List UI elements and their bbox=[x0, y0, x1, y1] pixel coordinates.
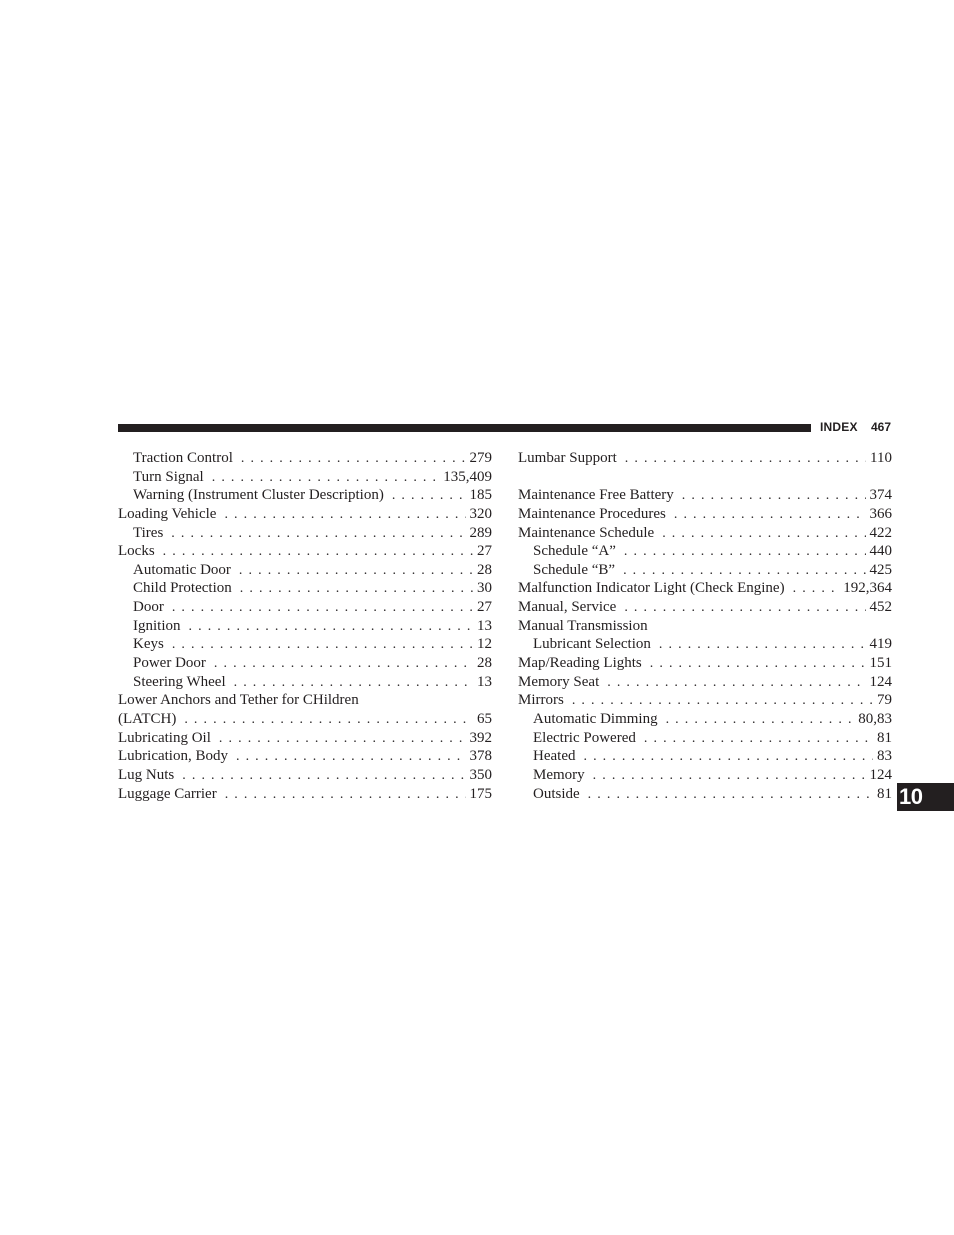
index-term: Power Door bbox=[133, 655, 206, 672]
index-entry bbox=[118, 579, 492, 598]
dot-leader bbox=[172, 599, 473, 617]
dot-leader bbox=[674, 506, 866, 524]
dot-leader bbox=[583, 748, 873, 766]
index-page-ref: 124 bbox=[869, 766, 892, 783]
dot-leader bbox=[659, 636, 866, 654]
dot-leader bbox=[623, 562, 865, 580]
index-column-right bbox=[518, 449, 892, 803]
dot-leader bbox=[593, 767, 866, 785]
index-page-ref: 124 bbox=[869, 673, 892, 690]
index-entry bbox=[518, 785, 892, 804]
index-page-ref: 28 bbox=[477, 655, 492, 672]
index-term: Maintenance Schedule bbox=[518, 524, 655, 541]
header-label: INDEX bbox=[820, 420, 858, 434]
index-term: Ignition bbox=[133, 617, 181, 634]
index-page-ref: 422 bbox=[869, 524, 892, 541]
index-page-ref: 175 bbox=[469, 785, 492, 802]
index-term: Luggage Carrier bbox=[118, 785, 217, 802]
index-page-ref: 350 bbox=[469, 766, 492, 783]
index-entry bbox=[518, 505, 892, 524]
index-entry bbox=[118, 785, 492, 804]
index-term: Manual Transmission bbox=[518, 617, 648, 634]
index-page-ref: 185 bbox=[469, 487, 492, 504]
index-term: Loading Vehicle bbox=[118, 505, 217, 522]
index-page-ref: 378 bbox=[469, 748, 492, 765]
index-term: Door bbox=[133, 599, 164, 616]
index-term: Turn Signal bbox=[133, 468, 204, 485]
dot-leader bbox=[240, 580, 473, 598]
index-page-ref: 81 bbox=[877, 785, 892, 802]
dot-leader bbox=[793, 580, 840, 598]
index-page-ref: 192,364 bbox=[843, 580, 892, 597]
index-entry bbox=[118, 486, 492, 505]
dot-leader bbox=[172, 636, 473, 654]
dot-leader bbox=[572, 692, 873, 710]
index-term: Maintenance Procedures bbox=[518, 505, 666, 522]
index-page-ref: 27 bbox=[477, 599, 492, 616]
index-term: Schedule “B” bbox=[533, 561, 616, 578]
section-tab-label: 10 bbox=[899, 784, 923, 809]
dot-leader bbox=[624, 599, 865, 617]
index-entry bbox=[118, 505, 492, 524]
index-entry bbox=[118, 710, 492, 729]
header-rule bbox=[118, 424, 811, 432]
index-term: Manual, Service bbox=[518, 599, 617, 616]
dot-leader bbox=[239, 562, 473, 580]
index-term: (LATCH) bbox=[118, 710, 177, 727]
index-page-ref: 374 bbox=[869, 487, 892, 504]
dot-leader bbox=[212, 469, 440, 487]
index-term: Traction Control bbox=[133, 450, 233, 466]
index-term: Memory Seat bbox=[518, 673, 600, 690]
dot-leader bbox=[650, 655, 866, 673]
index-term: Malfunction Indicator Light (Check Engine) bbox=[518, 580, 785, 597]
index-entry bbox=[518, 486, 892, 505]
dot-leader bbox=[625, 450, 866, 468]
dot-leader bbox=[241, 450, 466, 468]
index-column-left bbox=[118, 449, 492, 803]
index-term: Lubricating Oil bbox=[118, 729, 211, 746]
index-page-ref: 320 bbox=[469, 505, 492, 522]
index-term: Child Protection bbox=[133, 580, 232, 597]
dot-leader bbox=[234, 674, 473, 692]
dot-leader bbox=[682, 487, 866, 505]
dot-leader bbox=[236, 748, 466, 766]
index-entry bbox=[518, 542, 892, 561]
index-entry bbox=[518, 673, 892, 692]
index-term: Lower Anchors and Tether for CHildren bbox=[118, 692, 359, 709]
index-term: Tires bbox=[133, 524, 164, 541]
dot-leader bbox=[214, 655, 473, 673]
dot-leader bbox=[392, 487, 466, 505]
index-page-ref: 83 bbox=[877, 748, 892, 765]
index-entry bbox=[518, 729, 892, 748]
dot-leader bbox=[182, 767, 465, 785]
index-entry bbox=[118, 542, 492, 561]
index-page-ref: 279 bbox=[469, 450, 492, 466]
index-entry bbox=[118, 635, 492, 654]
dot-leader bbox=[171, 525, 465, 543]
index-page-ref: 81 bbox=[877, 729, 892, 746]
dot-leader bbox=[644, 730, 873, 748]
index-entry bbox=[118, 449, 492, 468]
index-page-ref: 419 bbox=[869, 636, 892, 653]
index-entry bbox=[518, 617, 892, 636]
index-term: Warning (Instrument Cluster Description) bbox=[133, 487, 384, 504]
index-entry bbox=[118, 691, 492, 710]
dot-leader bbox=[189, 618, 474, 636]
index-term: Electric Powered bbox=[533, 729, 636, 746]
index-term: Locks bbox=[118, 543, 155, 560]
index-entry bbox=[518, 710, 892, 729]
index-page-ref: 79 bbox=[877, 692, 892, 709]
index-entry bbox=[518, 579, 892, 598]
dot-leader bbox=[224, 506, 465, 524]
index-page-ref: 30 bbox=[477, 580, 492, 597]
index-term: Lubricant Selection bbox=[533, 636, 651, 653]
index-page-ref: 13 bbox=[477, 617, 492, 634]
index-term: Memory bbox=[533, 766, 585, 783]
index-term: Mirrors bbox=[518, 692, 564, 709]
index-term: Map/Reading Lights bbox=[518, 655, 642, 672]
index-term: Automatic Dimming bbox=[533, 710, 658, 727]
index-page-ref: 27 bbox=[477, 543, 492, 560]
index-page-ref: 110 bbox=[870, 450, 892, 466]
index-page-ref: 425 bbox=[869, 561, 892, 578]
section-tab bbox=[897, 783, 954, 811]
dot-leader bbox=[588, 786, 873, 804]
index-term: Schedule “A” bbox=[533, 543, 616, 560]
index-page-ref: 151 bbox=[869, 655, 892, 672]
index-page-ref: 135,409 bbox=[443, 468, 492, 485]
index-entry bbox=[518, 449, 892, 468]
index-entry bbox=[118, 766, 492, 785]
index-entry bbox=[518, 747, 892, 766]
index-term: Steering Wheel bbox=[133, 673, 226, 690]
index-entry bbox=[518, 635, 892, 654]
index-page-ref: 12 bbox=[477, 636, 492, 653]
index-entry bbox=[518, 766, 892, 785]
index-term: Automatic Door bbox=[133, 561, 231, 578]
index-entry bbox=[518, 654, 892, 673]
index-spacer bbox=[518, 468, 892, 487]
dot-leader bbox=[607, 674, 865, 692]
index-page-ref: 80,83 bbox=[858, 710, 892, 727]
index-page-ref: 13 bbox=[477, 673, 492, 690]
index-entry bbox=[518, 691, 892, 710]
index-entry bbox=[118, 729, 492, 748]
page-number: 467 bbox=[871, 420, 892, 434]
dot-leader bbox=[219, 730, 466, 748]
index-term: Lumbar Support bbox=[518, 450, 617, 466]
index-entry bbox=[118, 468, 492, 487]
index-term: Keys bbox=[133, 636, 164, 653]
index-entry bbox=[118, 524, 492, 543]
dot-leader bbox=[225, 786, 466, 804]
index-term: Outside bbox=[533, 785, 580, 802]
dot-leader bbox=[666, 711, 855, 729]
index-entry bbox=[118, 673, 492, 692]
index-page-ref: 440 bbox=[869, 543, 892, 560]
index-page-ref: 65 bbox=[477, 710, 492, 727]
index-entry bbox=[518, 524, 892, 543]
dot-leader bbox=[184, 711, 473, 729]
index-page-ref: 452 bbox=[869, 599, 892, 616]
index-entry bbox=[518, 598, 892, 617]
index-entry bbox=[118, 617, 492, 636]
index-page-ref: 392 bbox=[469, 729, 492, 746]
index-term: Maintenance Free Battery bbox=[518, 487, 674, 504]
dot-leader bbox=[163, 543, 473, 561]
index-entry bbox=[118, 598, 492, 617]
dot-leader bbox=[662, 525, 865, 543]
index-entry bbox=[118, 561, 492, 580]
index-entry bbox=[518, 561, 892, 580]
index-term: Lubrication, Body bbox=[118, 748, 228, 765]
index-page-ref: 28 bbox=[477, 561, 492, 578]
index-page-ref: 289 bbox=[469, 524, 492, 541]
index-entry bbox=[118, 747, 492, 766]
index-term: Heated bbox=[533, 748, 576, 765]
index-term: Lug Nuts bbox=[118, 766, 175, 783]
index-entry bbox=[118, 654, 492, 673]
dot-leader bbox=[624, 543, 866, 561]
index-page-ref: 366 bbox=[869, 505, 892, 522]
